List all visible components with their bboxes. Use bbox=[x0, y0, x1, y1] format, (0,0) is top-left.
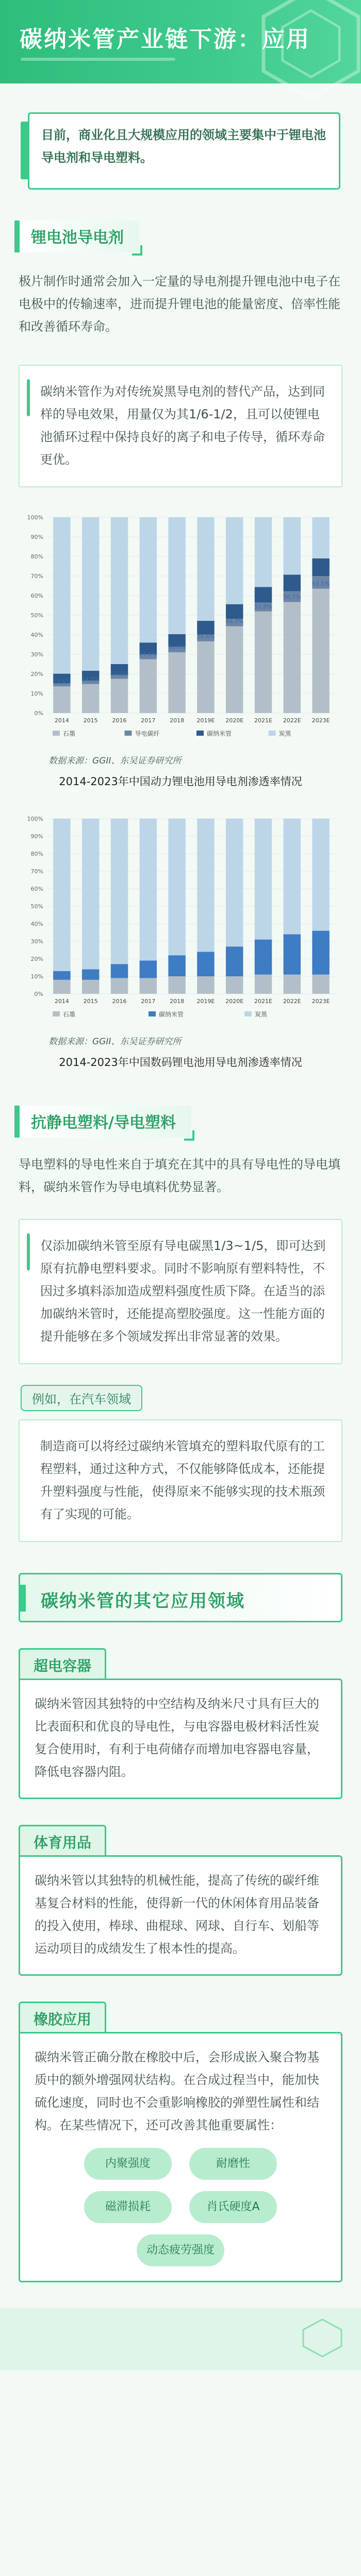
bar-segment bbox=[82, 684, 99, 713]
intro-box bbox=[21, 112, 340, 190]
bar-segment bbox=[82, 819, 99, 969]
intro-accent-bar bbox=[21, 122, 28, 179]
y-tick-label: 20% bbox=[30, 956, 43, 962]
bar-segment bbox=[226, 604, 243, 619]
bar-segment bbox=[53, 980, 70, 994]
chart2-source: 数据来源：GGII、东吴证券研究所 bbox=[48, 1037, 182, 1047]
bar-segment bbox=[255, 940, 272, 975]
other-apps-banner bbox=[19, 1573, 342, 1622]
section-title-battery bbox=[14, 221, 139, 252]
y-tick-label: 10% bbox=[30, 973, 43, 980]
legend-swatch bbox=[125, 731, 132, 736]
y-tick-label: 60% bbox=[30, 886, 43, 892]
x-tick-label: 2015 bbox=[83, 717, 98, 724]
bar-segment bbox=[82, 969, 99, 979]
bar-segment bbox=[312, 589, 329, 713]
chart1-source: 数据来源：GGII、东吴证券研究所 bbox=[48, 756, 182, 766]
bar-segment bbox=[226, 819, 243, 946]
hexagon-decoration-icon bbox=[299, 2317, 346, 2359]
data-label: 31.0% bbox=[168, 644, 186, 651]
y-tick-label: 100% bbox=[27, 514, 43, 521]
chart2-caption: 2014-2023年中国数码锂电池用导电剂渗透率情况 bbox=[59, 1056, 302, 1069]
legend-swatch bbox=[269, 731, 276, 736]
y-tick-label: 70% bbox=[30, 573, 43, 580]
bar-segment bbox=[53, 971, 70, 980]
bar-segment bbox=[168, 976, 185, 994]
box-accent-bar bbox=[27, 379, 30, 416]
x-tick-label: 2015 bbox=[83, 998, 98, 1005]
plastic-paragraph: 导电塑料的导电性来自于填充在其中的具有导电性的导电填料，碳纳米管作为导电填料优势显著。 bbox=[19, 1157, 340, 1194]
card-title: 超电容器 bbox=[19, 1648, 106, 1679]
pill-fatigue: 动态疲劳强度 bbox=[137, 2234, 224, 2266]
bar-segment bbox=[140, 517, 157, 642]
bar-segment bbox=[284, 517, 301, 574]
bar-segment bbox=[312, 517, 329, 558]
bar-segment bbox=[284, 574, 301, 591]
bar-segment bbox=[197, 976, 214, 994]
card-body-rubber bbox=[19, 2032, 342, 2282]
section-title-text: 锂电池导电剂 bbox=[31, 229, 124, 247]
pill-hysteresis: 磁滞损耗 bbox=[84, 2191, 172, 2223]
legend-swatch bbox=[244, 1011, 252, 1016]
card-body: 碳纳米管以其独特的机械性能，提高了传统的碳纤维基复合材料的性能，使得新一代的休闲体育用品装备的投入使用，棒球、曲棍球、网球、自行车、划船等运动项目的成绩发生了根本性的提高。 bbox=[19, 1855, 342, 1976]
other-apps-title: 碳纳米管的其它应用领域 bbox=[41, 1591, 245, 1612]
bar-segment bbox=[284, 819, 301, 934]
data-label: 13.6% bbox=[53, 678, 71, 685]
property-pills bbox=[35, 2148, 326, 2266]
x-tick-label: 2020E bbox=[225, 998, 244, 1005]
box-accent-bar bbox=[27, 1233, 30, 1270]
x-tick-label: 2019E bbox=[196, 998, 215, 1005]
data-label: 44.3% bbox=[225, 618, 244, 625]
bar-segment bbox=[312, 819, 329, 931]
legend-label: 炭黑 bbox=[278, 730, 291, 737]
x-tick-label: 2023E bbox=[311, 717, 330, 724]
legend-swatch bbox=[53, 731, 60, 736]
x-tick-label: 2019E bbox=[196, 717, 215, 724]
x-tick-label: 2018 bbox=[170, 998, 185, 1005]
y-tick-label: 30% bbox=[30, 938, 43, 945]
section-other-apps bbox=[0, 1573, 361, 2282]
bar-segment bbox=[197, 621, 214, 635]
y-tick-label: 40% bbox=[30, 632, 43, 638]
bar-segment bbox=[255, 517, 272, 587]
banner-tab bbox=[19, 1585, 26, 1612]
battery-paragraph: 极片制作时通常会加入一定量的导电剂提升锂电池中电子在电极中的传输速率，进而提升锂电池的能量密度、倍率性能和改善循环寿命。 bbox=[19, 274, 340, 334]
y-tick-label: 0% bbox=[34, 710, 43, 717]
data-label: 56.7% bbox=[283, 594, 301, 601]
bar-segment bbox=[226, 946, 243, 976]
bar-segment bbox=[111, 964, 128, 978]
legend-swatch bbox=[149, 1011, 156, 1016]
bar-segment bbox=[168, 652, 185, 713]
bar-segment bbox=[140, 978, 157, 994]
pill-shore-hardness: 肖氏硬度A bbox=[189, 2191, 277, 2223]
title-corner-decoration bbox=[132, 245, 142, 256]
bar-segment bbox=[226, 517, 243, 604]
bar-segment bbox=[168, 955, 185, 976]
data-label: 51.9% bbox=[254, 603, 272, 610]
bar-segment bbox=[284, 934, 301, 974]
chart-power-battery bbox=[19, 508, 342, 789]
card-title: 橡胶应用 bbox=[19, 2002, 106, 2032]
x-tick-label: 2016 bbox=[112, 998, 127, 1005]
y-tick-label: 90% bbox=[30, 534, 43, 540]
bar-segment bbox=[111, 978, 128, 994]
pill-cohesion: 内聚强度 bbox=[84, 2148, 172, 2180]
y-tick-label: 10% bbox=[30, 690, 43, 697]
data-label: 14.8% bbox=[81, 675, 100, 683]
y-tick-label: 0% bbox=[34, 991, 43, 997]
x-tick-label: 2017 bbox=[141, 998, 156, 1005]
rubber-text: 碳纳米管正确分散在橡胶中后，会形成嵌入聚合物基质中的额外增强网状结构。在合成过程当中，能加快硫化速度，同时也不会重影响橡胶的弹塑性属性和结构。在某些情况下，还可改善其他重要属性： bbox=[35, 2050, 319, 2132]
auto-example bbox=[0, 1385, 361, 1542]
chart-digital-battery bbox=[19, 809, 342, 1070]
bar-segment bbox=[197, 641, 214, 713]
y-tick-label: 80% bbox=[30, 851, 43, 857]
bar-segment bbox=[284, 602, 301, 713]
card-supercapacitor bbox=[19, 1648, 342, 1799]
x-tick-label: 2016 bbox=[112, 717, 127, 724]
example-tag: 例如，在汽车领域 bbox=[21, 1385, 142, 1411]
bar-segment bbox=[197, 819, 214, 952]
section-title-plastic bbox=[14, 1106, 191, 1138]
card-body: 碳纳米管因其独特的中空结构及纳米尺寸具有巨大的比表面积和优良的导电性，与电容器电极材料活性炭复合使用时，有利于电荷储存而增加电容器电容量，降低电容器内阻。 bbox=[19, 1679, 342, 1799]
bar-segment bbox=[197, 952, 214, 976]
y-tick-label: 50% bbox=[30, 903, 43, 910]
chart2-svg bbox=[19, 809, 342, 1031]
bar-segment bbox=[111, 819, 128, 964]
x-tick-label: 2018 bbox=[170, 717, 185, 724]
bar-segment bbox=[111, 517, 128, 664]
pill-abrasion: 耐磨性 bbox=[189, 2148, 277, 2180]
y-tick-label: 60% bbox=[30, 592, 43, 599]
card-sports bbox=[19, 1825, 342, 1976]
x-tick-label: 2021E bbox=[254, 998, 272, 1005]
legend-label: 碳纳米管 bbox=[159, 1011, 184, 1018]
bar-segment bbox=[255, 587, 272, 602]
bar-segment bbox=[82, 517, 99, 671]
section-title-text: 抗静电塑料/导电塑料 bbox=[31, 1114, 176, 1132]
legend-label: 炭黑 bbox=[255, 1011, 268, 1018]
title-underline bbox=[21, 58, 175, 61]
bar-segment bbox=[255, 819, 272, 940]
plastic-highlight-text: 仅添加碳纳米管至原有导电碳黑1/3~1/5，即可达到原有抗静电塑料要求。同时不影响原有塑料特性，不因过多填料添加造成塑料强度性质下降。在适当的添加碳纳米管时，还能提高塑胶强度。这一性能方面的提升能够在多个领域发挥出非常显著的效果。 bbox=[40, 1239, 326, 1344]
bar-segment bbox=[312, 931, 329, 975]
battery-highlight-box bbox=[19, 365, 342, 487]
y-tick-label: 50% bbox=[30, 612, 43, 619]
plastic-highlight-box bbox=[19, 1219, 342, 1364]
x-tick-label: 2017 bbox=[141, 717, 156, 724]
bar-segment bbox=[284, 975, 301, 994]
y-tick-label: 100% bbox=[27, 816, 43, 822]
bar-segment bbox=[140, 960, 157, 978]
chart1-svg bbox=[19, 508, 342, 750]
legend-label: 碳纳米管 bbox=[207, 730, 232, 737]
y-tick-label: 30% bbox=[30, 651, 43, 658]
legend-label: 导电碳纤 bbox=[135, 730, 160, 737]
auto-example-box bbox=[19, 1419, 342, 1542]
y-tick-label: 70% bbox=[30, 868, 43, 875]
bar-segment bbox=[140, 819, 157, 960]
bar-segment bbox=[226, 976, 243, 994]
x-tick-label: 2021E bbox=[254, 717, 272, 724]
data-label: 36.6% bbox=[196, 633, 215, 640]
bar-segment bbox=[82, 980, 99, 994]
y-tick-label: 80% bbox=[30, 553, 43, 560]
card-title: 体育用品 bbox=[19, 1825, 106, 1855]
section-battery bbox=[0, 221, 361, 1070]
intro-text: 目前，商业化且大规模应用的领域主要集中于锂电池导电剂和导电塑料。 bbox=[41, 128, 326, 165]
bar-segment bbox=[53, 686, 70, 713]
battery-highlight-text: 碳纳米管作为对传统炭黑导电剂的替代产品，达到同样的导电效果，用量仅为其1/6-1/2，且可以使锂电池循环过程中保持良好的离子和电子传导，循环寿命更优。 bbox=[40, 384, 325, 467]
bar-segment bbox=[197, 517, 214, 621]
bar-segment bbox=[226, 626, 243, 713]
legend-label: 石墨 bbox=[63, 1011, 76, 1018]
data-label: 27.5% bbox=[139, 651, 157, 658]
header-banner bbox=[0, 0, 361, 83]
bar-segment bbox=[53, 819, 70, 971]
bar-segment bbox=[312, 975, 329, 994]
bar-segment bbox=[168, 517, 185, 634]
bar-segment bbox=[255, 612, 272, 713]
chart1-caption: 2014-2023年中国动力锂电池用导电剂渗透率情况 bbox=[59, 775, 302, 788]
x-tick-label: 2022E bbox=[283, 998, 301, 1005]
bar-segment bbox=[53, 517, 70, 674]
data-label: 17.5% bbox=[110, 670, 128, 677]
x-tick-label: 2014 bbox=[54, 998, 69, 1005]
x-tick-label: 2020E bbox=[225, 717, 244, 724]
section-plastic bbox=[0, 1106, 361, 1542]
x-tick-label: 2014 bbox=[54, 717, 69, 724]
legend-swatch bbox=[196, 731, 204, 736]
page-title: 碳纳米管产业链下游：应用 bbox=[20, 26, 310, 53]
footer bbox=[0, 2308, 361, 2370]
title-corner-decoration bbox=[184, 1130, 194, 1141]
bar-segment bbox=[312, 558, 329, 576]
y-tick-label: 20% bbox=[30, 671, 43, 677]
legend-label: 石墨 bbox=[63, 730, 76, 737]
auto-example-text: 制造商可以将经过碳纳米管填充的塑料取代原有的工程塑料，通过这种方式，不仅能够降低成本，还能提升塑料强度与性能，使得原来不能够实现的技术瓶颈有了实现的可能。 bbox=[40, 1439, 325, 1521]
data-label: 63.5% bbox=[311, 580, 330, 587]
legend-swatch bbox=[53, 1011, 60, 1016]
x-tick-label: 2023E bbox=[311, 998, 330, 1005]
x-tick-label: 2022E bbox=[283, 717, 301, 724]
bar-segment bbox=[140, 659, 157, 714]
card-rubber bbox=[19, 2002, 342, 2282]
bar-segment bbox=[255, 975, 272, 994]
bar-segment bbox=[168, 819, 185, 955]
y-tick-label: 90% bbox=[30, 833, 43, 840]
bar-segment bbox=[111, 679, 128, 714]
y-tick-label: 40% bbox=[30, 921, 43, 927]
